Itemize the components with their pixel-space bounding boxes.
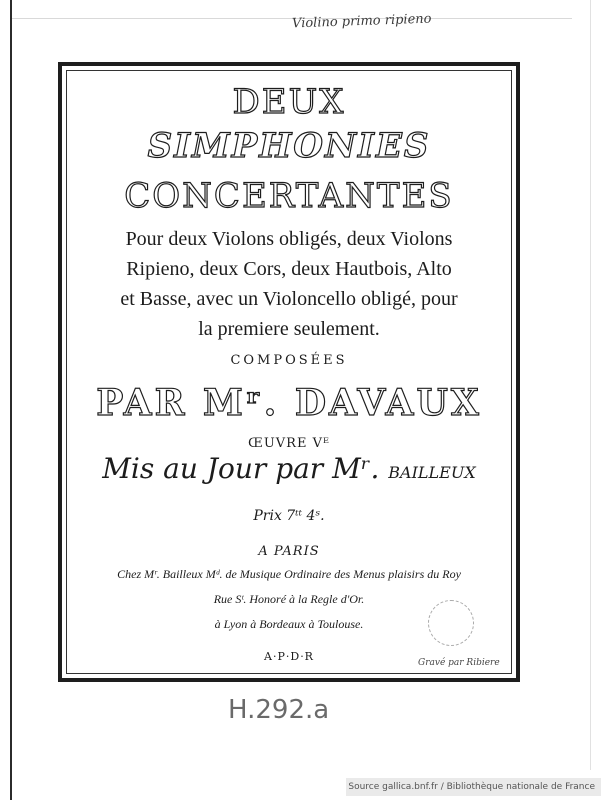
page-right-edge — [590, 0, 591, 770]
binding-edge — [10, 0, 12, 800]
instrumentation-line-3: et Basse, avec un Violoncello obligé, pour — [120, 288, 458, 310]
privilege-mark: A·P·D·R — [264, 650, 314, 663]
opus-label: ŒUVRE Vᴱ — [248, 436, 330, 451]
composer-line: PAR Mʳ. DAVAUX — [96, 382, 482, 424]
title-line-concertantes: CONCERTANTES — [124, 176, 454, 216]
title-line-deux: DEUX — [232, 82, 346, 122]
publisher-line — [66, 452, 512, 485]
price-label: Prix 7ᵗᵗ 4ˢ. — [253, 508, 325, 524]
source-footer: Source gallica.bnf.fr / Bibliothèque nationale de France — [346, 778, 601, 796]
handwritten-note: Violino primo ripieno — [291, 11, 432, 32]
instrumentation-line-2: Ripieno, deux Cors, deux Hautbois, Alto — [126, 258, 452, 280]
publisher-name: BAILLEUX — [388, 463, 476, 482]
city-label: A PARIS — [258, 544, 320, 559]
address-line-2: Rue Sᵗ. Honoré à la Regle d'Or. — [213, 592, 365, 606]
shelfmark: H.292.a — [228, 695, 330, 725]
address-line-1: Chez Mʳ. Bailleux Mᵈ. de Musique Ordinaire des Menus plaisirs du Roy — [117, 567, 461, 581]
instrumentation-line-1: Pour deux Violons obligés, deux Violons — [125, 228, 453, 250]
library-stamp — [428, 600, 474, 646]
composees-label: COMPOSÉES — [230, 353, 348, 368]
title-line-simphonies: SIMPHONIES — [147, 126, 431, 166]
engraver-credit: Gravé par Ribiere — [418, 658, 500, 668]
instrumentation-line-4: la premiere seulement. — [198, 318, 380, 340]
publisher-prefix: Mis au Jour par Mʳ. — [102, 452, 380, 485]
address-line-3: à Lyon à Bordeaux à Toulouse. — [214, 617, 364, 631]
